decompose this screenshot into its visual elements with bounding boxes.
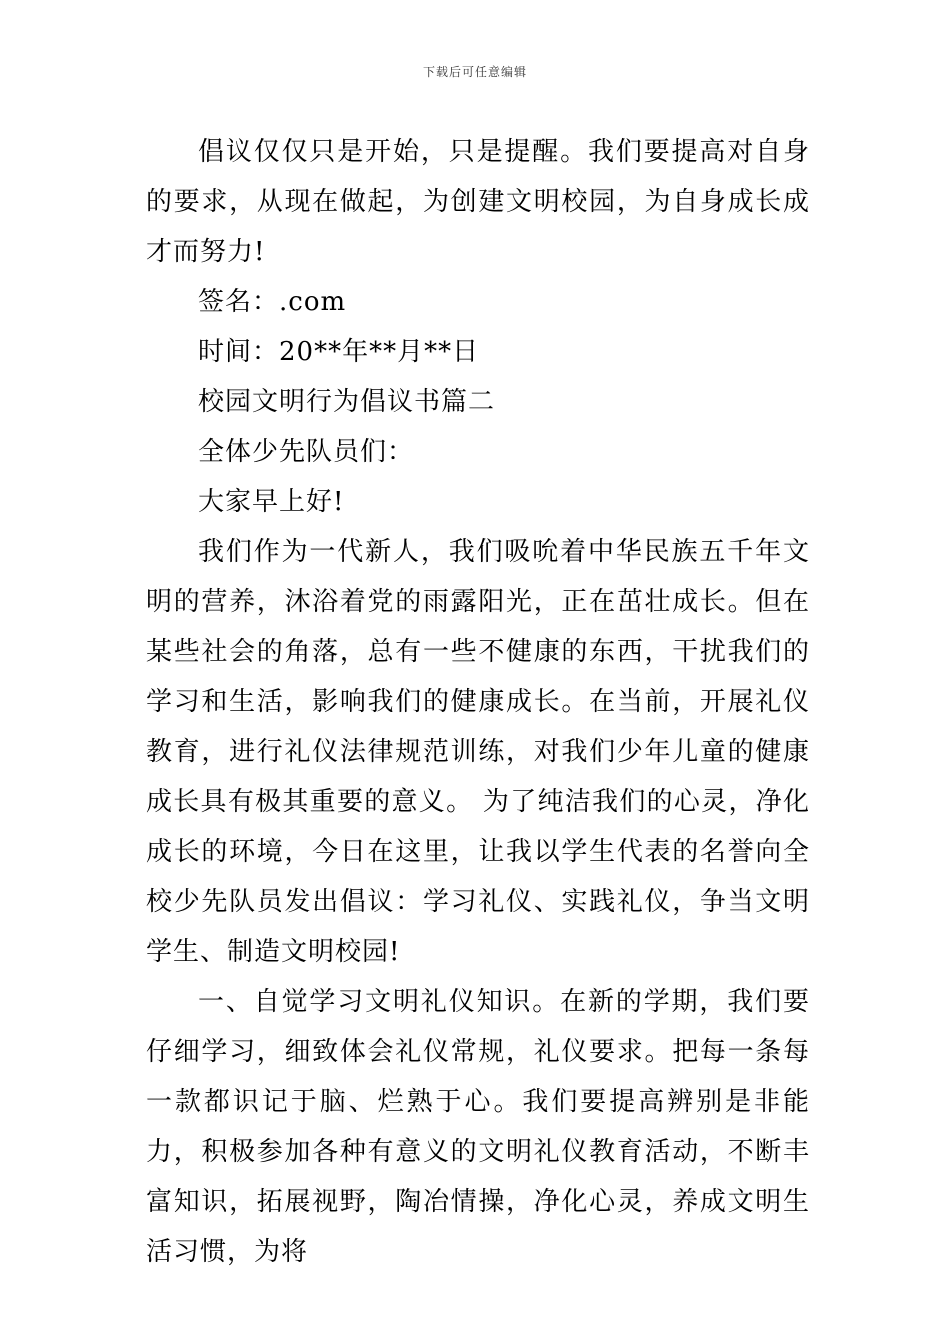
paragraph-date: 时间：20**年**月**日: [198, 337, 480, 367]
document-body: [146, 127, 810, 1277]
paragraph-greeting: 大家早上好!: [198, 487, 345, 517]
paragraph-introduction: 我们作为一代新人，我们吸吮着中华民族五千年文明的营养，沐浴着党的雨露阳光，正在茁壮成长。但在某些社会的角落，总有一些不健康的东西，干扰我们的学习和生活，影响我们的健康成长。在当前，开展礼仪教育，进行礼仪法律规范训练，对我们少年儿童的健康成长具有极其重要的意义。 为了纯洁我们的心灵，净化成长的环境，今日在这里，让我以学生代表的名誉向全校少先队员发出倡议：学习礼仪、实践礼仪，争当文明学生、制造文明校园!: [146, 537, 810, 967]
paragraph-signature: 签名：.com: [198, 287, 347, 317]
paragraph-closing-appeal: 倡议仅仅只是开始，只是提醒。我们要提高对自身的要求，从现在做起，为创建文明校园，为自身成长成才而努力!: [146, 137, 810, 267]
paragraph-salutation: 全体少先队员们：: [198, 437, 415, 467]
paragraph-point-one: 一、自觉学习文明礼仪知识。在新的学期，我们要仔细学习，细致体会礼仪常规，礼仪要求。把每一条每一款都识记于脑、烂熟于心。我们要提高辨别是非能力，积极参加各种有意义的文明礼仪教育活动，不断丰富知识，拓展视野，陶冶情操，净化心灵，养成文明生活习惯，为将: [146, 987, 810, 1267]
page-header: 下载后可任意编辑: [422, 65, 527, 79]
section-title: 校园文明行为倡议书篇二: [198, 387, 496, 417]
